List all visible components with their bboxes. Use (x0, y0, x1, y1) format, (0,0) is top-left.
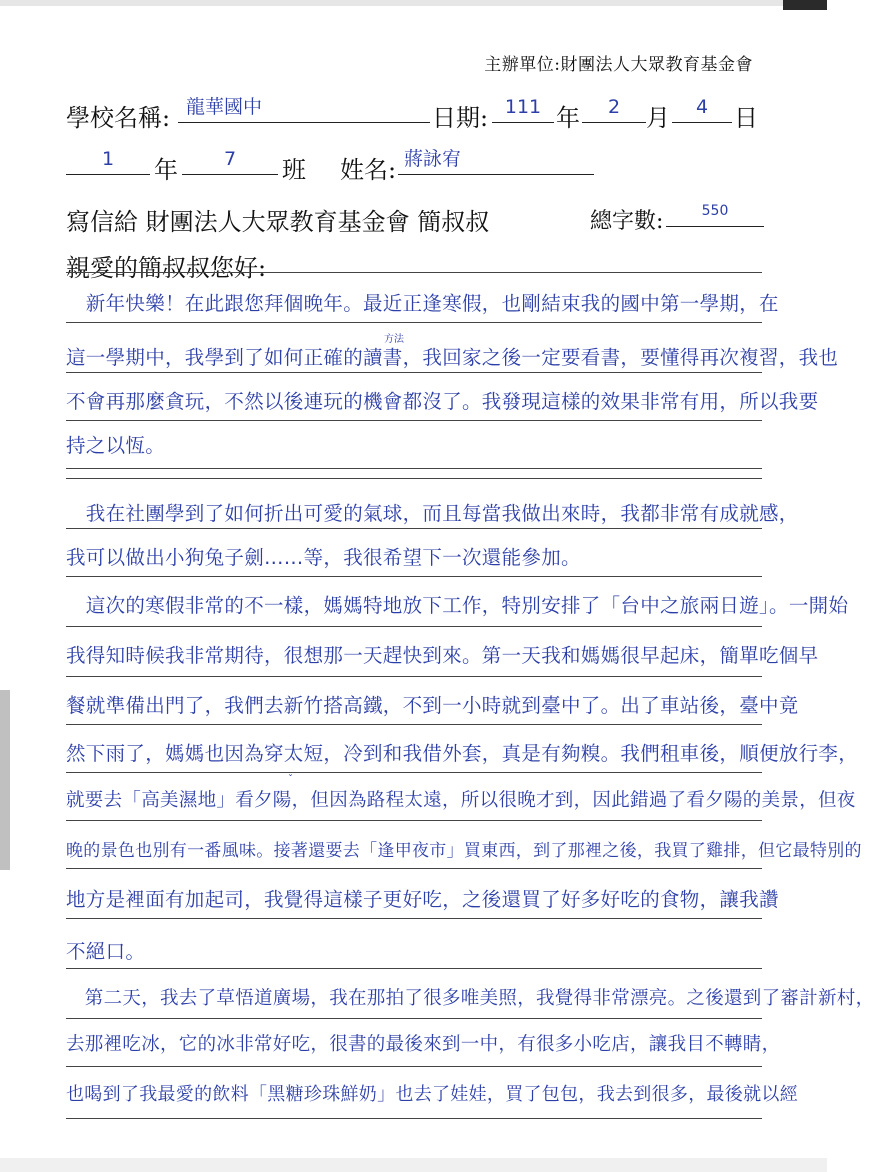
letter-line: 這一學期中，我學到了如何正確的讀書，我回家之後一定要看書，要懂得再次複習，我也 (66, 346, 839, 369)
letter-line: 然下雨了，媽媽也因為穿太短，冷到和我借外套，真是有夠糗。我們租車後，順便放行李， (66, 742, 859, 765)
rule-line (66, 1066, 762, 1067)
school-name-value: 龍華國中 (186, 96, 263, 118)
letter-line: 也喝到了我最愛的飲料「黑糖珍珠鮮奶」也去了娃娃，買了包包，我去到很多，最後就以經 (66, 1084, 798, 1105)
rule-line (66, 322, 762, 323)
rule-line (66, 420, 762, 421)
letter-line: 去那裡吃冰，它的冰非常好吃，很書的最後來到一中，有很多小吃店，讓我目不轉睛， (66, 1034, 781, 1055)
rule-line (66, 372, 762, 373)
grade-label: 年 (154, 156, 178, 184)
rule-line (66, 478, 762, 479)
letter-line: 我在社團學到了如何折出可愛的氣球，而且每當我做出來時，我都非常有成就感， (66, 502, 799, 525)
rule-line (66, 968, 762, 969)
school-name-field (178, 96, 430, 123)
school-name-label: 學校名稱: (66, 104, 171, 132)
rule-greeting (66, 272, 762, 273)
class-label: 班 (282, 156, 306, 184)
date-label: 日期: (432, 104, 489, 132)
rule-line (66, 1018, 762, 1019)
recipient-line: 寫信給 財團法人大眾教育基金會 簡叔叔 (66, 208, 490, 236)
grade-value: 1 (101, 148, 115, 170)
grade-field (66, 148, 150, 175)
letter-line: 第二天，我去了草悟道廣場，我在那拍了很多唯美照，我覺得非常漂亮。之後還到了審計新村， (66, 988, 874, 1009)
letter-line: 餐就準備出門了，我們去新竹搭高鐵，不到一小時就到臺中了。出了車站後，臺中竟 (66, 694, 799, 717)
page-top-edge (0, 0, 827, 6)
name-value: 蔣詠宥 (404, 148, 462, 170)
rule-line (66, 1118, 762, 1119)
letter-line: 我得知時候我非常期待，很想那一天趕快到來。第一天我和媽媽很早起床，簡單吃個早 (66, 644, 819, 667)
day-value: 4 (695, 96, 709, 118)
year-field (492, 96, 554, 123)
greeting: 親愛的簡叔叔您好: (66, 254, 267, 282)
year-label: 年 (556, 104, 580, 132)
day-field (672, 96, 732, 123)
rule-line (66, 820, 762, 821)
rule-line (66, 626, 762, 627)
letter-line: 不絕口。 (66, 940, 146, 963)
rule-line (66, 576, 762, 577)
scan-edge-smudge (0, 690, 10, 870)
word-count-label: 總字數: (590, 209, 664, 234)
rule-line (66, 676, 762, 677)
class-value: 7 (223, 148, 237, 170)
name-label: 姓名: (340, 156, 397, 184)
scan-corner-mark (783, 0, 827, 10)
inserted-note: 方法 (384, 334, 404, 345)
rule-line (66, 528, 762, 529)
letter-line: 就要去「高美濕地」看夕陽，但因為路程太遠，所以很晚才到，因此錯過了看夕陽的美景，但夜 (66, 790, 856, 811)
rule-line (66, 724, 762, 725)
letter-line: 持之以恆。 (66, 434, 166, 457)
rule-line (66, 772, 762, 773)
letter-line: 地方是裡面有加起司，我覺得這樣子更好吃，之後還買了好多好吃的食物，讓我讚 (66, 888, 779, 911)
correction-mark: ˇ (288, 774, 293, 785)
month-field (582, 96, 646, 123)
name-field (398, 148, 594, 175)
letter-line: 晚的景色也別有一番風味。接著還要去「逢甲夜市」買東西，到了那裡之後，我買了雞排，但它最特別的 (66, 841, 862, 861)
word-count-value: 550 (701, 203, 729, 219)
rule-line (66, 918, 762, 919)
organizer-label: 主辦單位:財團法人大眾教育基金會 (484, 55, 753, 75)
month-label: 月 (646, 104, 670, 132)
letter-line: 這次的寒假非常的不一樣，媽媽特地放下工作，特別安排了「台中之旅兩日遊」。一開始 (66, 594, 849, 617)
year-value: 111 (504, 96, 542, 118)
month-value: 2 (607, 96, 621, 118)
rule-line (66, 868, 762, 869)
letter-line: 我可以做出小狗兔子劍……等，我很希望下一次還能參加。 (66, 546, 581, 569)
letter-line: 不會再那麼貪玩，不然以後連玩的機會都沒了。我發現這樣的效果非常有用，所以我要 (66, 390, 819, 413)
word-count-field (666, 200, 764, 227)
page-bottom-edge (0, 1158, 827, 1172)
rule-line (66, 468, 762, 469)
letter-line: 新年快樂！在此跟您拜個晚年。最近正逢寒假，也剛結束我的國中第一學期，在 (66, 292, 779, 315)
class-field (182, 148, 278, 175)
day-label: 日 (734, 104, 758, 132)
